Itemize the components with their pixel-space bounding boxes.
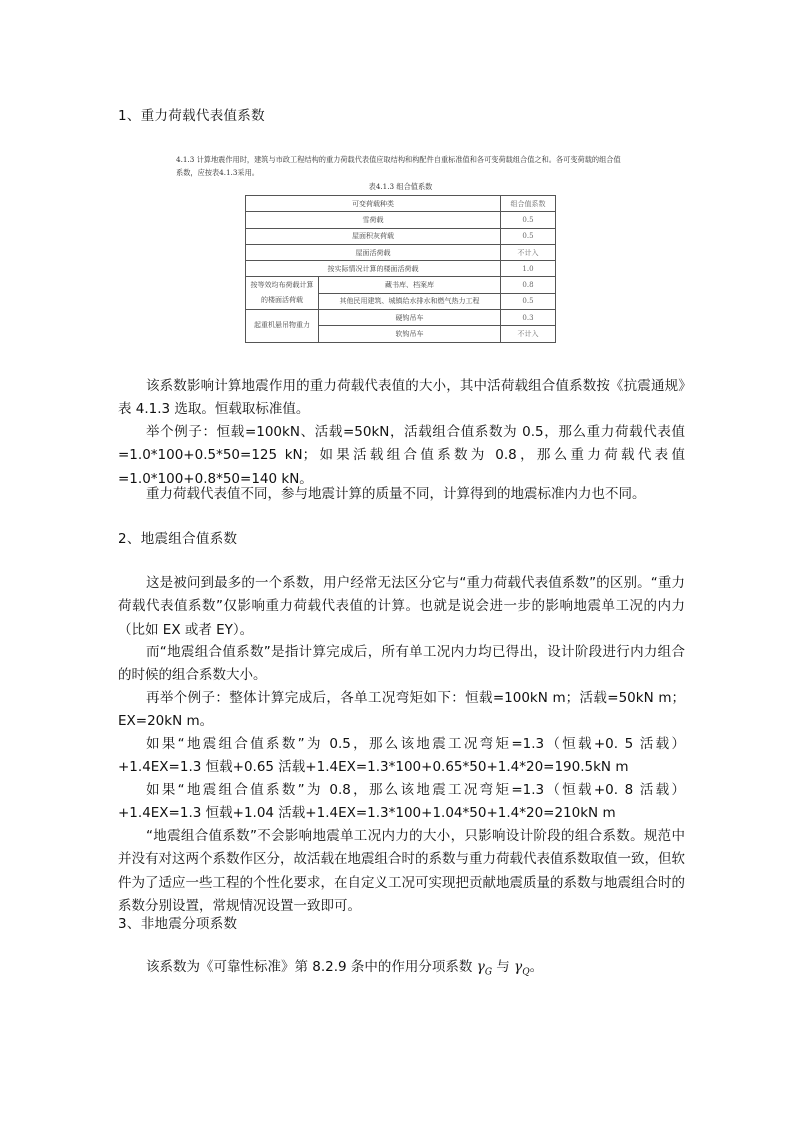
section-3-text-end: 。 <box>529 959 544 975</box>
section-2-paragraph-4: 如果“地震组合值系数”为 0.5，那么该地震工况弯矩=1.3（恒载+0. 5 活载）+1.4EX=1.3 恒载+0.65 活载+1.4EX=1.3*100+0.65*50+1.4*20=190.5kN m <box>118 736 685 776</box>
table-cell-label: 屋面活荷载 <box>246 244 501 260</box>
section-1-paragraph-2: 举个例子：恒载=100kN、活载=50kN，活载组合值系数为 0.5，那么重力荷载代表值=1.0*100+0.5*50=125 kN；如果活载组合值系数为 0.8，那么重力荷载代表值=1.0*100+0.8*50=140 kN。 <box>118 424 685 487</box>
section-2-paragraph-5: 如果“地震组合值系数”为 0.8，那么该地震工况弯矩=1.3（恒载+0. 8 活载）+1.4EX=1.3 恒载+1.04 活载+1.4EX=1.3*100+1.04*50+1.4*20=210kN m <box>118 782 685 822</box>
section-3-heading: 3、非地震分项系数 <box>118 916 238 932</box>
table-group-label: 按等效均布荷载计算的楼面活荷载 <box>246 277 319 310</box>
section-1-paragraph-1: 该系数影响计算地震作用的重力荷载代表值的大小，其中活荷载组合值系数按《抗震通规》表 4.1.3 选取。恒载取标准值。 <box>118 378 685 418</box>
section-3-paragraph-1 <box>118 956 685 985</box>
table-header-load-type: 可变荷载种类 <box>246 196 501 212</box>
table-cell-value: 不计入 <box>501 326 556 342</box>
table-row <box>246 228 556 244</box>
combination-coefficient-table <box>245 195 556 343</box>
table-row <box>246 244 556 260</box>
table-cell-value: 不计入 <box>501 244 556 260</box>
table-caption: 表4.1.3 组合值系数 <box>368 182 433 191</box>
section-3-text-start: 该系数为《可靠性标准》第 8.2.9 条中的作用分项系数 <box>146 959 477 975</box>
table-cell-label: 硬钩吊车 <box>319 310 501 326</box>
section-2-heading: 2、地震组合值系数 <box>118 531 238 547</box>
table-cell-label: 屋面积灰荷载 <box>246 228 501 244</box>
table-cell-label: 按实际情况计算的楼面活荷载 <box>246 261 501 277</box>
section-2-paragraph-1: 这是被问到最多的一个系数，用户经常无法区分它与“重力荷载代表值系数”的区别。“重力荷载代表值系数”仅影响重力荷载代表值的计算。也就是说会进一步的影响地震单工况的内力（比如 EX 或者 EY）。 <box>118 575 685 638</box>
table-row <box>246 277 556 293</box>
table-header-coefficient: 组合值系数 <box>501 196 556 212</box>
section-2-paragraph-3: 再举个例子：整体计算完成后，各单工况弯矩如下：恒载=100kN m；活载=50kN m；EX=20kN m。 <box>118 690 685 730</box>
table-cell-value: 0.5 <box>501 212 556 228</box>
table-row <box>246 310 556 326</box>
gamma-glyph: γ <box>476 959 485 975</box>
gamma-q-symbol <box>514 959 530 978</box>
section-1-heading: 1、重力荷载代表值系数 <box>118 108 265 124</box>
table-cell-label: 藏书库、档案库 <box>319 277 501 293</box>
section-2-paragraph-2: 而“地震组合值系数”是指计算完成后，所有单工况内力均已得出，设计阶段进行内力组合的时候的组合系数大小。 <box>118 644 685 684</box>
table-cell-label: 软钩吊车 <box>319 326 501 342</box>
table-cell-label: 雪荷载 <box>246 212 501 228</box>
gamma-g-symbol <box>476 959 493 978</box>
section-2-paragraph-6: “地震组合值系数”不会影响地震单工况内力的大小，只影响设计阶段的组合系数。规范中并没有对这两个系数作区分，故活载在地震组合时的系数与重力荷载代表值系数取值一致，但软件为了适应一些工程的个性化要求，在自定义工况可实现把贡献地震质量的系数与地震组合时的系数分别设置，常规情况设置一致即可。 <box>118 828 685 914</box>
section-3-text-middle: 与 <box>492 959 515 975</box>
table-cell-value: 0.5 <box>501 293 556 309</box>
table-cell-value: 1.0 <box>501 261 556 277</box>
gamma-glyph: γ <box>514 959 523 975</box>
table-row <box>246 261 556 277</box>
table-group-label: 起重机悬吊物重力 <box>246 310 319 343</box>
table-cell-label: 其他民用建筑、城镇给水排水和燃气热力工程 <box>319 293 501 309</box>
standard-excerpt-text: 4.1.3 计算地震作用时，建筑与市政工程结构的重力荷载代表值应取结构和构配件自重标准值和各可变荷载组合值之和。各可变荷载的组合值系数，应按表4.1.3采用。 <box>176 155 621 177</box>
table-row <box>246 212 556 228</box>
table-cell-value: 0.8 <box>501 277 556 293</box>
table-cell-value: 0.3 <box>501 310 556 326</box>
table-header-row <box>246 196 556 212</box>
section-1-paragraph-3: 重力荷载代表值不同，参与地震计算的质量不同，计算得到的地震标准内力也不同。 <box>146 486 646 502</box>
subscript-g: G <box>484 967 493 978</box>
subscript-q: Q <box>522 967 530 978</box>
table-cell-value: 0.5 <box>501 228 556 244</box>
